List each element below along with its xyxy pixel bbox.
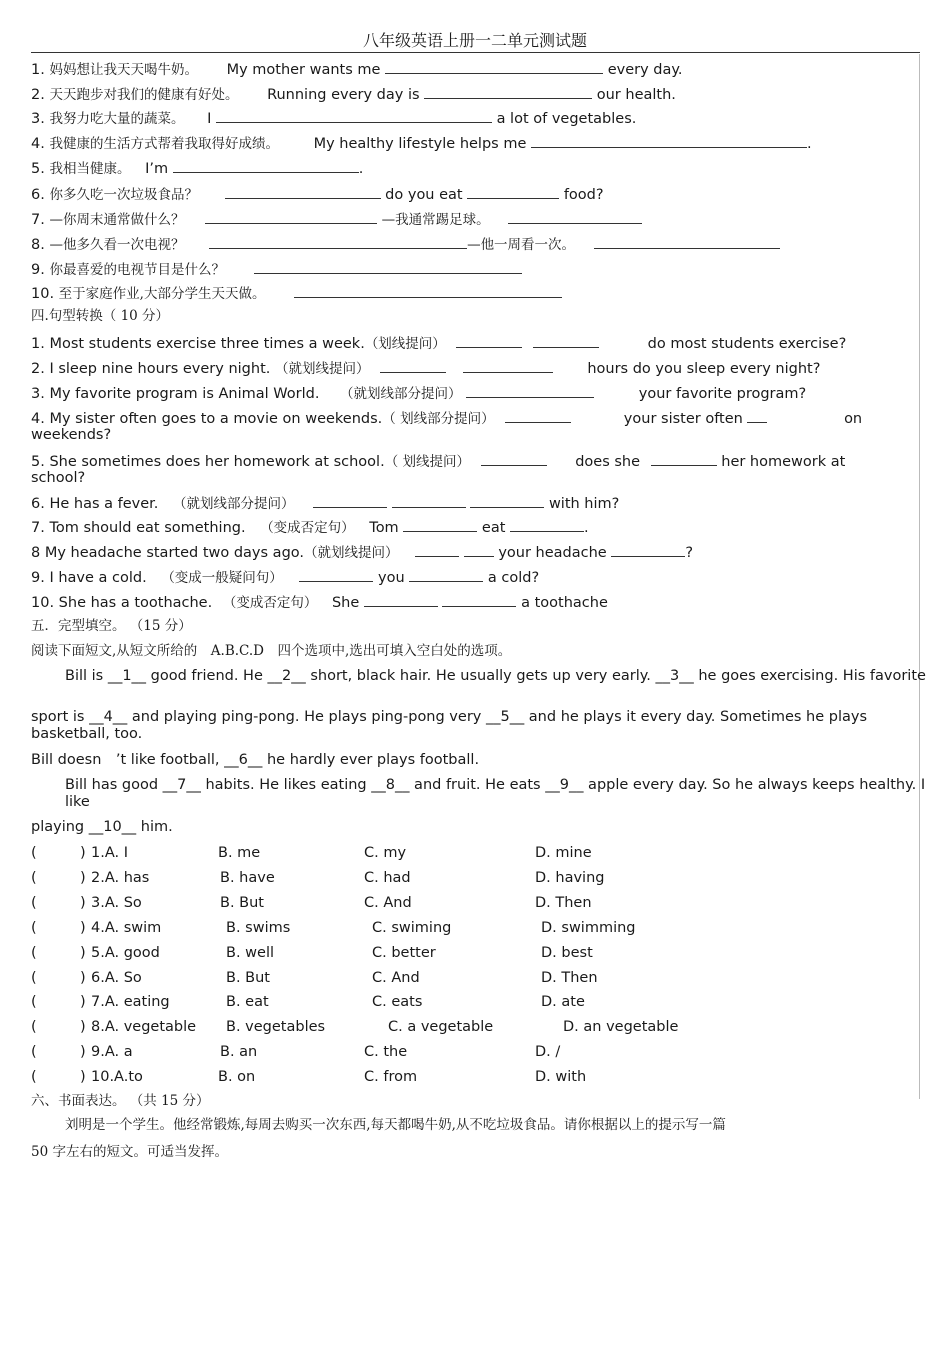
answer-paren-close: ) — [80, 920, 86, 936]
option-c: C. swiming — [372, 920, 452, 936]
p4-q5-cont: school? — [31, 470, 86, 486]
page-title: 八年级英语上册一二单元测试题 — [362, 31, 587, 50]
option-d: D. Then — [541, 970, 598, 986]
answer-blank[interactable] — [594, 235, 780, 249]
p4-q10: 10. She has a toothache. （变成否定句） She a toothache — [31, 595, 608, 611]
answer-paren-close: ) — [80, 895, 86, 911]
answer-blank[interactable] — [470, 494, 544, 508]
answer-blank[interactable] — [254, 260, 522, 274]
p4-q4: 4. My sister often goes to a movie on weekends.（ 划线部分提问） your sister often on — [31, 411, 863, 427]
answer-blank[interactable] — [424, 85, 592, 99]
p3-q2: 2. 天天跑步对我们的健康有好处。 Running every day is our health. — [31, 87, 676, 103]
q-english: My mother wants me — [226, 62, 381, 78]
part5-instructions: 阅读下面短文,从短文所给的 A.B.C.D 四个选项中,选出可填入空白处的选项。 — [31, 643, 512, 659]
option-b: B. swims — [226, 920, 291, 936]
answer-blank[interactable] — [216, 109, 492, 123]
answer-paren-close: ) — [80, 1019, 86, 1035]
answer-blank[interactable] — [467, 185, 559, 199]
q-english-end: every day. — [607, 62, 683, 78]
p4-q4-cont: weekends? — [31, 427, 112, 443]
answer-blank[interactable] — [481, 452, 547, 466]
p4-q6: 6. He has a fever. （就划线部分提问） with him? — [31, 496, 620, 512]
p4-q9: 9. I have a cold. （变成一般疑问句） you a cold? — [31, 570, 540, 586]
answer-blank[interactable] — [747, 409, 767, 423]
option-a: 8.A. vegetable — [91, 1019, 197, 1035]
part6-prompt: 刘明是一个学生。他经常锻炼,每周去购买一次东西,每天都喝牛奶,从不吃垃圾食品。请你根据以上的提示写一篇 — [65, 1117, 726, 1133]
option-a: 1.A. I — [91, 845, 128, 861]
p4-q7: 7. Tom should eat something. （变成否定句） Tom eat . — [31, 520, 589, 536]
p4-q2: 2. I sleep nine hours every night. （就划线提问） hours do you sleep every night? — [31, 361, 821, 377]
part4-heading: 四.句型转换（ 10 分） — [31, 308, 170, 324]
option-d: D. having — [535, 870, 605, 886]
answer-paren-open[interactable]: ( — [31, 1044, 37, 1060]
answer-blank[interactable] — [533, 334, 599, 348]
option-c: C. And — [372, 970, 420, 986]
answer-blank[interactable] — [531, 134, 807, 148]
answer-blank[interactable] — [294, 284, 562, 298]
option-b: B. But — [226, 970, 270, 986]
option-c: C. And — [364, 895, 412, 911]
p4-q1: 1. Most students exercise three times a week.（划线提问） do most students exercise? — [31, 336, 847, 352]
answer-paren-open[interactable]: ( — [31, 1069, 37, 1085]
answer-blank[interactable] — [409, 568, 483, 582]
option-a: 2.A. has — [91, 870, 150, 886]
answer-paren-open[interactable]: ( — [31, 845, 37, 861]
answer-blank[interactable] — [392, 494, 466, 508]
answer-blank[interactable] — [403, 518, 477, 532]
answer-paren-open[interactable]: ( — [31, 870, 37, 886]
option-b: B. But — [220, 895, 264, 911]
q-chinese: 妈妈想让我天天喝牛奶。 — [49, 62, 198, 78]
answer-blank[interactable] — [415, 543, 459, 557]
option-a: 6.A. So — [91, 970, 142, 986]
answer-paren-open[interactable]: ( — [31, 1019, 37, 1035]
part5-heading: 五．完型填空。 （15 分） — [31, 618, 192, 634]
answer-paren-open[interactable]: ( — [31, 994, 37, 1010]
answer-blank[interactable] — [442, 593, 516, 607]
option-a: 3.A. So — [91, 895, 142, 911]
answer-paren-close: ) — [80, 1044, 86, 1060]
option-d: D. mine — [535, 845, 592, 861]
answer-blank[interactable] — [463, 359, 553, 373]
option-c: C. the — [364, 1044, 408, 1060]
answer-paren-open[interactable]: ( — [31, 970, 37, 986]
answer-blank[interactable] — [456, 334, 522, 348]
passage-line: sport is __4__ and playing ping-pong. He plays ping-pong very __5__ and he plays it every day. Sometimes he plays basketball, too. — [31, 709, 868, 742]
q-number: 1. — [31, 62, 45, 78]
option-a: 10.A.to — [91, 1069, 143, 1085]
answer-blank[interactable] — [385, 60, 603, 74]
p4-q8: 8 My headache started two days ago.（就划线提问） your headache ? — [31, 545, 694, 561]
p4-q3: 3. My favorite program is Animal World. （就划线部分提问） your favorite program? — [31, 386, 807, 402]
answer-blank[interactable] — [313, 494, 387, 508]
answer-blank[interactable] — [173, 159, 359, 173]
answer-paren-close: ) — [80, 845, 86, 861]
passage-line: playing __10__ him. — [31, 819, 173, 835]
p3-q5: 5. 我相当健康。 I’m . — [31, 161, 364, 177]
option-b: B. on — [218, 1069, 256, 1085]
p3-q10: 10. 至于家庭作业,大部分学生天天做。 — [31, 284, 562, 303]
part6-heading: 六、书面表达。 （共 15 分） — [31, 1093, 210, 1109]
answer-blank[interactable] — [505, 409, 571, 423]
p3-q4: 4. 我健康的生活方式帮着我取得好成绩。 My healthy lifestyle helps me . — [31, 136, 812, 152]
passage-line: Bill has good __7__ habits. He likes eating __8__ and fruit. He eats __9__ apple every day. So he always keeps healthy. I like — [65, 777, 926, 810]
answer-blank[interactable] — [651, 452, 717, 466]
option-c: C. my — [364, 845, 407, 861]
answer-paren-open[interactable]: ( — [31, 895, 37, 911]
answer-blank[interactable] — [205, 210, 377, 224]
answer-blank[interactable] — [611, 543, 685, 557]
p3-q1 — [31, 60, 682, 79]
answer-paren-close: ) — [80, 945, 86, 961]
answer-paren-close: ) — [80, 1069, 86, 1085]
right-margin-rule — [919, 54, 920, 1099]
option-c: C. had — [364, 870, 411, 886]
answer-blank[interactable] — [225, 185, 381, 199]
option-b: B. me — [218, 845, 261, 861]
answer-blank[interactable] — [209, 235, 467, 249]
option-a: 7.A. eating — [91, 994, 170, 1010]
answer-paren-close: ) — [80, 994, 86, 1010]
option-b: B. well — [226, 945, 275, 961]
option-b: B. eat — [226, 994, 269, 1010]
p3-q7: 7. —你周末通常做什么？ —我通常踢足球。 — [31, 210, 642, 229]
option-b: B. an — [220, 1044, 258, 1060]
option-d: D. with — [535, 1069, 587, 1085]
option-c: C. a vegetable — [388, 1019, 494, 1035]
p3-q8: 8. —他多久看一次电视？ —他一周看一次。 — [31, 235, 780, 254]
option-c: C. from — [364, 1069, 418, 1085]
passage-line: Bill doesn ’t like football, __6__ he hardly ever plays football. — [31, 752, 480, 768]
option-b: B. vegetables — [226, 1019, 326, 1035]
p3-q6: 6. 你多久吃一次垃圾食品？ do you eat food? — [31, 187, 604, 203]
option-d: D. an vegetable — [563, 1019, 679, 1035]
option-d: D. swimming — [541, 920, 636, 936]
answer-blank[interactable] — [380, 359, 446, 373]
option-c: C. eats — [372, 994, 423, 1010]
p3-q9: 9. 你最喜爱的电视节目是什么？ — [31, 260, 522, 279]
answer-blank[interactable] — [510, 518, 584, 532]
option-b: B. have — [220, 870, 275, 886]
part6-prompt-cont: 50 字左右的短文。可适当发挥。 — [31, 1144, 228, 1160]
answer-blank[interactable] — [299, 568, 373, 582]
option-a: 5.A. good — [91, 945, 160, 961]
option-d: D. / — [535, 1044, 561, 1060]
p4-q5: 5. She sometimes does her homework at school.（ 划线提问） does she her homework at — [31, 454, 846, 470]
passage-line: Bill is __1__ good friend. He __2__ short, black hair. He usually gets up very early. __3__ he goes exercising. His favorite — [65, 668, 926, 684]
answer-paren-close: ) — [80, 870, 86, 886]
option-a: 4.A. swim — [91, 920, 162, 936]
option-c: C. better — [372, 945, 436, 961]
answer-blank[interactable] — [464, 543, 494, 557]
option-d: D. best — [541, 945, 593, 961]
answer-blank[interactable] — [508, 210, 642, 224]
option-d: D. Then — [535, 895, 592, 911]
p3-q3: 3. 我努力吃大量的蔬菜。 I a lot of vegetables. — [31, 111, 637, 127]
answer-paren-open[interactable]: ( — [31, 920, 37, 936]
title-rule — [31, 52, 920, 53]
answer-paren-close: ) — [80, 970, 86, 986]
answer-blank[interactable] — [466, 384, 594, 398]
option-a: 9.A. a — [91, 1044, 133, 1060]
answer-blank[interactable] — [364, 593, 438, 607]
option-d: D. ate — [541, 994, 585, 1010]
answer-paren-open[interactable]: ( — [31, 945, 37, 961]
